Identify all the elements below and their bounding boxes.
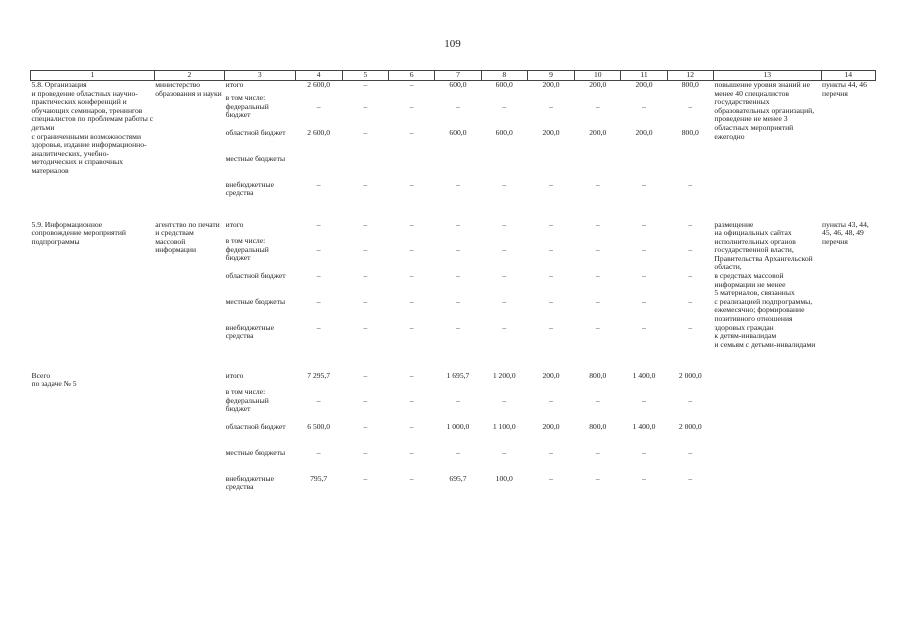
amount-cell: –: [456, 101, 460, 111]
amount-cell: –: [316, 219, 321, 229]
amount-cell: –: [456, 322, 460, 332]
amount-cell: 200,0: [542, 127, 560, 137]
indicator-link: пункты 44, 46 перечня: [822, 80, 867, 98]
amount-cell: –: [642, 296, 646, 306]
funding-source: областной бюджет: [225, 421, 286, 431]
amount-cell: –: [642, 219, 646, 229]
amount-cell: –: [363, 322, 368, 332]
section-gap: [31, 350, 876, 372]
funding-source: областной бюджет: [225, 270, 286, 280]
indicator-link: пункты 43, 44, 45, 46, 48, 49 перечня: [822, 219, 869, 246]
funding-source: областной бюджет: [225, 127, 286, 137]
amount-cell: –: [595, 395, 600, 405]
measure-title: 5.8. Организация и проведение областных научно-практических конференций и обучающих семинаров, тренингов специалистов по проблемам работы с детьми с ограниченными возможностями здоровья, издание информационно-аналитических, учебно-методических и справочных материалов: [31, 80, 154, 175]
amount-cell: 1 400,0: [632, 370, 656, 380]
amount-cell: [295, 155, 342, 181]
amount-cell: –: [642, 101, 646, 111]
amount-cell: –: [409, 395, 414, 405]
header-cell: 1: [31, 71, 155, 81]
amount-cell: –: [456, 219, 460, 229]
funding-source: местные бюджеты: [225, 153, 286, 163]
amount-cell: –: [549, 395, 553, 405]
amount-cell: –: [642, 447, 646, 457]
amount-cell: [527, 155, 574, 181]
amount-cell: 1 400,0: [632, 421, 656, 431]
amount-cell: –: [456, 395, 460, 405]
amount-cell: 100,0: [495, 473, 513, 483]
amount-cell: [667, 155, 713, 181]
amount-cell: –: [688, 447, 693, 457]
indicator-link: [821, 372, 875, 501]
amount-cell: –: [363, 370, 368, 380]
funding-source: итого: [225, 80, 244, 89]
section-gap: [31, 207, 876, 221]
amount-cell: –: [595, 101, 600, 111]
expected-result: повышение уровня знаний не менее 40 специалистов государственных образовательных организаций, проведение не менее 3 областных мероприятий ежегодно: [714, 80, 815, 141]
amount-cell: 1 695,7: [446, 370, 470, 380]
executor: министерство образования и науки: [155, 80, 222, 98]
amount-cell: –: [642, 395, 646, 405]
amount-cell: –: [595, 179, 600, 189]
amount-cell: –: [688, 296, 693, 306]
amount-cell: –: [642, 270, 646, 280]
amount-cell: –: [409, 179, 414, 189]
page-number: 109: [444, 38, 461, 50]
table-row: [31, 81, 876, 94]
amount-cell: 200,0: [589, 127, 607, 137]
amount-cell: –: [549, 296, 553, 306]
amount-cell: –: [688, 101, 693, 111]
funding-source: итого: [225, 219, 244, 229]
amount-cell: 200,0: [542, 421, 560, 431]
amount-cell: –: [642, 179, 646, 189]
amount-cell: 795,7: [310, 473, 328, 483]
amount-cell: –: [642, 473, 646, 483]
amount-cell: –: [316, 296, 321, 306]
funding-source: внебюджетные средства: [225, 179, 275, 198]
amount-cell: –: [316, 447, 321, 457]
amount-cell: 200,0: [635, 80, 653, 89]
header-cell: 2: [154, 71, 224, 81]
amount-cell: –: [595, 219, 600, 229]
amount-cell: –: [688, 244, 693, 254]
amount-cell: –: [316, 101, 321, 111]
header-cell: 12: [667, 71, 713, 81]
header-cell: 9: [527, 71, 574, 81]
funding-source: местные бюджеты: [225, 296, 286, 306]
amount-cell: 600,0: [495, 80, 513, 89]
header-cell: 8: [481, 71, 527, 81]
amount-cell: –: [642, 244, 646, 254]
amount-cell: –: [409, 270, 414, 280]
amount-cell: 2 600,0: [307, 127, 331, 137]
amount-cell: –: [688, 473, 693, 483]
funding-source: федеральный бюджет: [225, 395, 269, 414]
amount-cell: 2 600,0: [307, 80, 331, 89]
amount-cell: –: [502, 219, 507, 229]
amount-cell: –: [549, 270, 553, 280]
amount-cell: 1 000,0: [446, 421, 470, 431]
expected-result: размещение на официальных сайтах исполнительных органов государственной власти, Правительства Архангельской области, в средствах массовой информации не менее 5 материалов, связанных с реализацией подпрограммы, ежемесячно; формирование позитивного отношения здоровых граждан к детям-инвалидам и семьям с детьми-инвалидами: [714, 219, 816, 349]
amount-cell: –: [363, 395, 368, 405]
amount-cell: [435, 155, 481, 181]
amount-cell: –: [409, 473, 414, 483]
amount-cell: –: [502, 179, 507, 189]
amount-cell: –: [456, 296, 460, 306]
amount-cell: 800,0: [589, 421, 607, 431]
header-cell: 5: [342, 71, 388, 81]
amount-cell: –: [502, 447, 507, 457]
amount-cell: –: [363, 179, 368, 189]
amount-cell: –: [409, 127, 414, 137]
amount-cell: 2 000,0: [678, 370, 702, 380]
amount-cell: –: [363, 219, 368, 229]
amount-cell: –: [363, 101, 368, 111]
amount-cell: –: [363, 473, 368, 483]
measure-title: 5.9. Информационное сопровождение мероприятий подпрограммы: [31, 219, 126, 246]
amount-cell: [389, 155, 435, 181]
header-row: [31, 71, 876, 81]
funding-source: внебюджетные средства: [225, 322, 275, 341]
amount-cell: –: [456, 179, 460, 189]
amount-cell: –: [549, 473, 553, 483]
amount-cell: –: [363, 80, 368, 89]
amount-cell: –: [316, 395, 321, 405]
header-cell: 7: [435, 71, 481, 81]
program-table: [30, 70, 876, 501]
amount-cell: –: [409, 447, 414, 457]
funding-source: итого: [225, 370, 244, 380]
amount-cell: 200,0: [635, 127, 653, 137]
expected-result: [713, 372, 821, 501]
amount-cell: –: [688, 270, 693, 280]
amount-cell: [621, 155, 667, 181]
amount-cell: [575, 155, 621, 181]
amount-cell: 200,0: [542, 80, 560, 89]
amount-cell: –: [316, 270, 321, 280]
amount-cell: –: [363, 127, 368, 137]
amount-cell: 695,7: [449, 473, 467, 483]
amount-cell: 800,0: [681, 127, 699, 137]
amount-cell: –: [409, 421, 414, 431]
amount-cell: –: [502, 395, 507, 405]
amount-cell: 1 100,0: [492, 421, 516, 431]
amount-cell: –: [549, 179, 553, 189]
amount-cell: –: [409, 219, 414, 229]
amount-cell: –: [316, 322, 321, 332]
amount-cell: 600,0: [495, 127, 513, 137]
header-cell: 3: [225, 71, 295, 81]
funding-source: федеральный бюджет: [225, 244, 269, 263]
amount-cell: [481, 155, 527, 181]
amount-cell: 800,0: [589, 370, 607, 380]
amount-cell: –: [549, 322, 553, 332]
funding-source: внебюджетные средства: [225, 473, 275, 492]
executor: агентство по печати и средствам массовой информации: [155, 219, 220, 255]
amount-cell: 600,0: [449, 127, 467, 137]
amount-cell: –: [456, 270, 460, 280]
amount-cell: –: [409, 322, 414, 332]
amount-cell: –: [502, 270, 507, 280]
amount-cell: –: [595, 322, 600, 332]
amount-cell: –: [409, 80, 414, 89]
amount-cell: –: [595, 270, 600, 280]
amount-cell: –: [595, 244, 600, 254]
amount-cell: –: [549, 447, 553, 457]
amount-cell: –: [502, 322, 507, 332]
table-row: [31, 372, 876, 388]
amount-cell: –: [549, 219, 553, 229]
amount-cell: –: [409, 296, 414, 306]
amount-cell: –: [688, 322, 693, 332]
amount-cell: –: [549, 101, 553, 111]
executor: [154, 372, 224, 501]
amount-cell: –: [502, 101, 507, 111]
amount-cell: 800,0: [681, 80, 699, 89]
amount-cell: –: [409, 370, 414, 380]
header-cell: 14: [821, 71, 875, 81]
amount-cell: 6 500,0: [307, 421, 331, 431]
amount-cell: –: [316, 179, 321, 189]
funding-source: в том числе:: [225, 235, 266, 245]
amount-cell: –: [316, 244, 321, 254]
amount-cell: –: [502, 244, 507, 254]
amount-cell: –: [456, 447, 460, 457]
funding-source: в том числе:: [225, 386, 266, 396]
amount-cell: –: [642, 322, 646, 332]
amount-cell: –: [363, 270, 368, 280]
amount-cell: –: [595, 447, 600, 457]
amount-cell: –: [595, 296, 600, 306]
amount-cell: 200,0: [542, 370, 560, 380]
header-cell: 6: [389, 71, 435, 81]
amount-cell: –: [595, 473, 600, 483]
header-cell: 11: [621, 71, 667, 81]
measure-title: Всего по задаче № 5: [31, 370, 77, 389]
funding-source: местные бюджеты: [225, 447, 286, 457]
amount-cell: 1 200,0: [492, 370, 516, 380]
amount-cell: –: [363, 421, 368, 431]
amount-cell: 200,0: [589, 80, 607, 89]
amount-cell: –: [688, 395, 693, 405]
amount-cell: 600,0: [449, 80, 467, 89]
amount-cell: –: [363, 296, 368, 306]
amount-cell: –: [363, 447, 368, 457]
amount-cell: –: [688, 179, 693, 189]
amount-cell: 2 000,0: [678, 421, 702, 431]
amount-cell: 7 295,7: [307, 370, 331, 380]
amount-cell: –: [549, 244, 553, 254]
amount-cell: –: [409, 101, 414, 111]
amount-cell: –: [456, 244, 460, 254]
table-row: [31, 221, 876, 237]
funding-source: федеральный бюджет: [225, 101, 269, 120]
amount-cell: –: [409, 244, 414, 254]
header-cell: 13: [713, 71, 821, 81]
amount-cell: [342, 155, 388, 181]
header-cell: 4: [295, 71, 342, 81]
amount-cell: –: [502, 296, 507, 306]
amount-cell: –: [363, 244, 368, 254]
funding-source: в том числе:: [225, 92, 266, 102]
amount-cell: –: [688, 219, 693, 229]
header-cell: 10: [575, 71, 621, 81]
